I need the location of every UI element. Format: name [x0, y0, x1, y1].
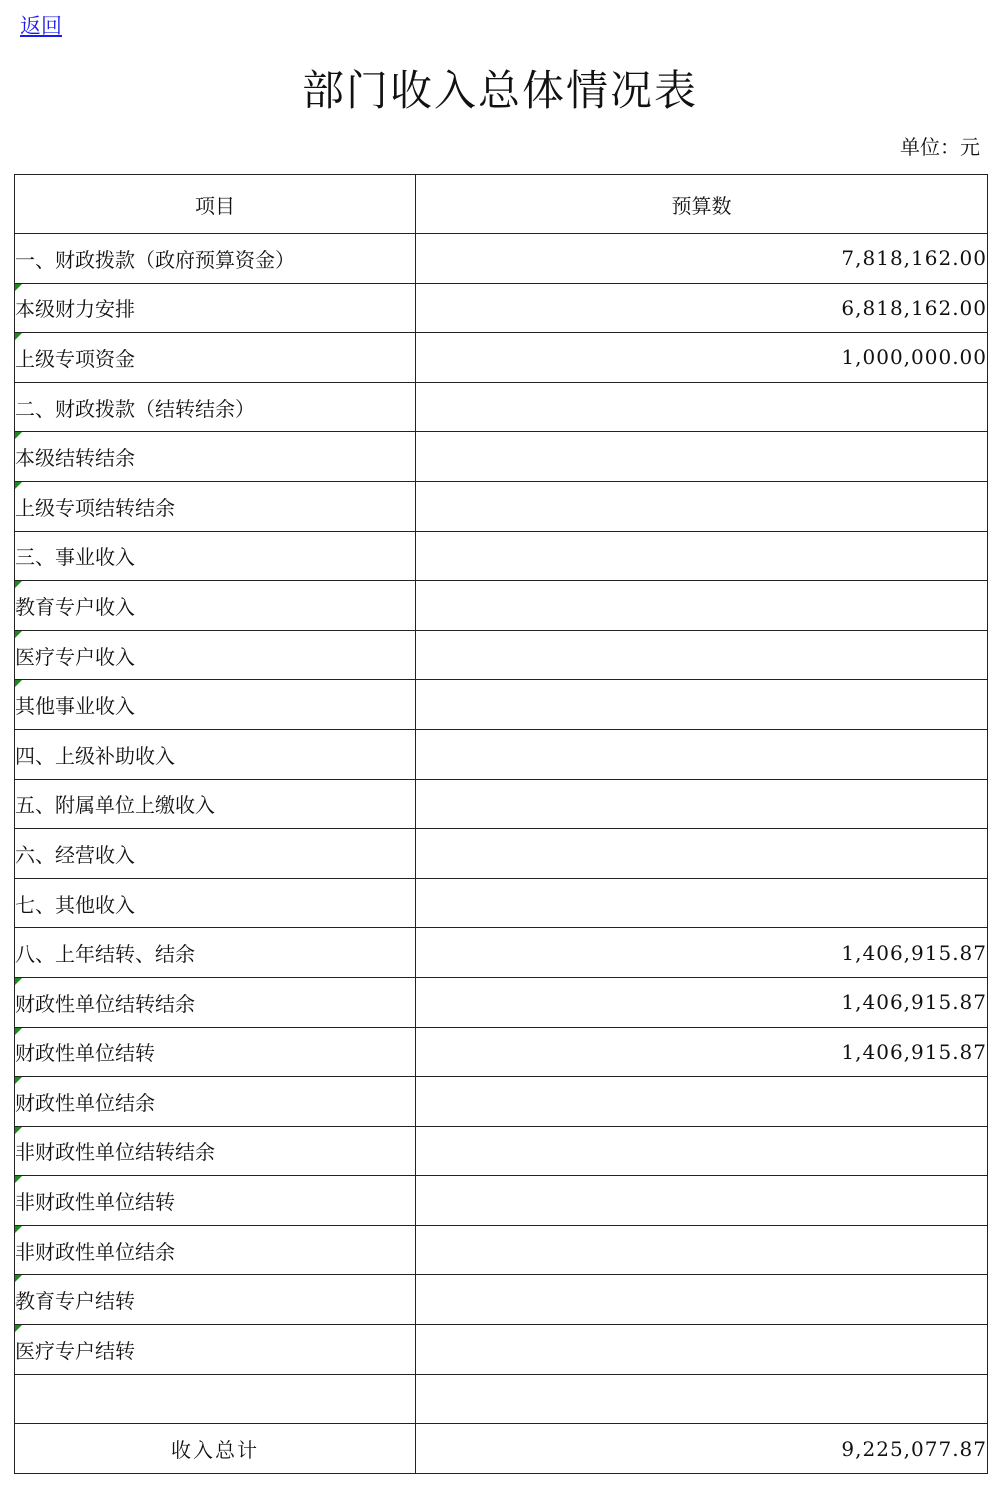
table-row [15, 977, 988, 1027]
row-item-label: 医疗专户收入 [15, 630, 416, 680]
row-budget-amount: 1,406,915.87 [416, 928, 988, 978]
table-row [15, 779, 988, 829]
income-table [14, 174, 988, 1474]
table-row [15, 333, 988, 383]
table-row [15, 680, 988, 730]
table-row [15, 1126, 988, 1176]
table-row [15, 878, 988, 928]
row-budget-amount [416, 581, 988, 631]
table-row [15, 581, 988, 631]
row-budget-amount: 6,818,162.00 [416, 283, 988, 333]
table-header-row [15, 175, 988, 234]
row-item-label: 教育专户收入 [15, 581, 416, 631]
row-item-label: 一、财政拨款（政府预算资金） [15, 234, 416, 284]
row-item-label: 财政性单位结转 [15, 1027, 416, 1077]
row-item-label: 上级专项资金 [15, 333, 416, 383]
table-row [15, 432, 988, 482]
row-budget-amount [416, 779, 988, 829]
row-item-label: 三、事业收入 [15, 531, 416, 581]
row-budget-amount [416, 1176, 988, 1226]
row-item-label: 本级财力安排 [15, 283, 416, 333]
table-row [15, 382, 988, 432]
column-header-budget: 预算数 [416, 175, 988, 234]
row-item-label: 非财政性单位结余 [15, 1225, 416, 1275]
table-row [15, 1275, 988, 1325]
table-row [15, 1325, 988, 1375]
table-row [15, 729, 988, 779]
table-row [15, 1225, 988, 1275]
row-budget-amount: 1,406,915.87 [416, 1027, 988, 1077]
column-header-item: 项目 [15, 175, 416, 234]
table-row [15, 1374, 988, 1424]
back-link[interactable]: 返回 [20, 14, 62, 38]
row-item-label: 四、上级补助收入 [15, 729, 416, 779]
table-row [15, 1176, 988, 1226]
row-item-label: 非财政性单位结转 [15, 1176, 416, 1226]
row-item-label: 五、附属单位上缴收入 [15, 779, 416, 829]
row-item-label: 本级结转结余 [15, 432, 416, 482]
row-budget-amount [416, 531, 988, 581]
table-row [15, 1077, 988, 1127]
row-item-label: 八、上年结转、结余 [15, 928, 416, 978]
row-budget-amount [416, 1374, 988, 1424]
table-row [15, 829, 988, 879]
table-row [15, 283, 988, 333]
total-amount: 9,225,077.87 [416, 1424, 988, 1474]
row-item-label: 二、财政拨款（结转结余） [15, 382, 416, 432]
row-item-label: 非财政性单位结转结余 [15, 1126, 416, 1176]
row-budget-amount: 7,818,162.00 [416, 234, 988, 284]
row-budget-amount [416, 729, 988, 779]
row-item-label: 教育专户结转 [15, 1275, 416, 1325]
row-budget-amount [416, 878, 988, 928]
total-label: 收入总计 [15, 1424, 416, 1474]
row-budget-amount [416, 481, 988, 531]
table-row [15, 481, 988, 531]
row-item-label: 其他事业收入 [15, 680, 416, 730]
row-budget-amount [416, 432, 988, 482]
row-item-label: 财政性单位结余 [15, 1077, 416, 1127]
table-row [15, 234, 988, 284]
row-item-label: 上级专项结转结余 [15, 481, 416, 531]
table-row [15, 531, 988, 581]
row-budget-amount [416, 1077, 988, 1127]
table-row [15, 1027, 988, 1077]
table-row [15, 928, 988, 978]
row-budget-amount: 1,000,000.00 [416, 333, 988, 383]
row-budget-amount: 1,406,915.87 [416, 977, 988, 1027]
row-item-label: 财政性单位结转结余 [15, 977, 416, 1027]
total-row [15, 1424, 988, 1474]
table-row [15, 630, 988, 680]
unit-label: 单位：元 [900, 135, 980, 159]
page-title: 部门收入总体情况表 [301, 66, 698, 115]
row-item-label [15, 1374, 416, 1424]
row-budget-amount [416, 680, 988, 730]
row-budget-amount [416, 1275, 988, 1325]
row-budget-amount [416, 630, 988, 680]
row-budget-amount [416, 1225, 988, 1275]
row-item-label: 七、其他收入 [15, 878, 416, 928]
row-budget-amount [416, 382, 988, 432]
row-item-label: 六、经营收入 [15, 829, 416, 879]
row-budget-amount [416, 1126, 988, 1176]
row-item-label: 医疗专户结转 [15, 1325, 416, 1375]
row-budget-amount [416, 829, 988, 879]
row-budget-amount [416, 1325, 988, 1375]
